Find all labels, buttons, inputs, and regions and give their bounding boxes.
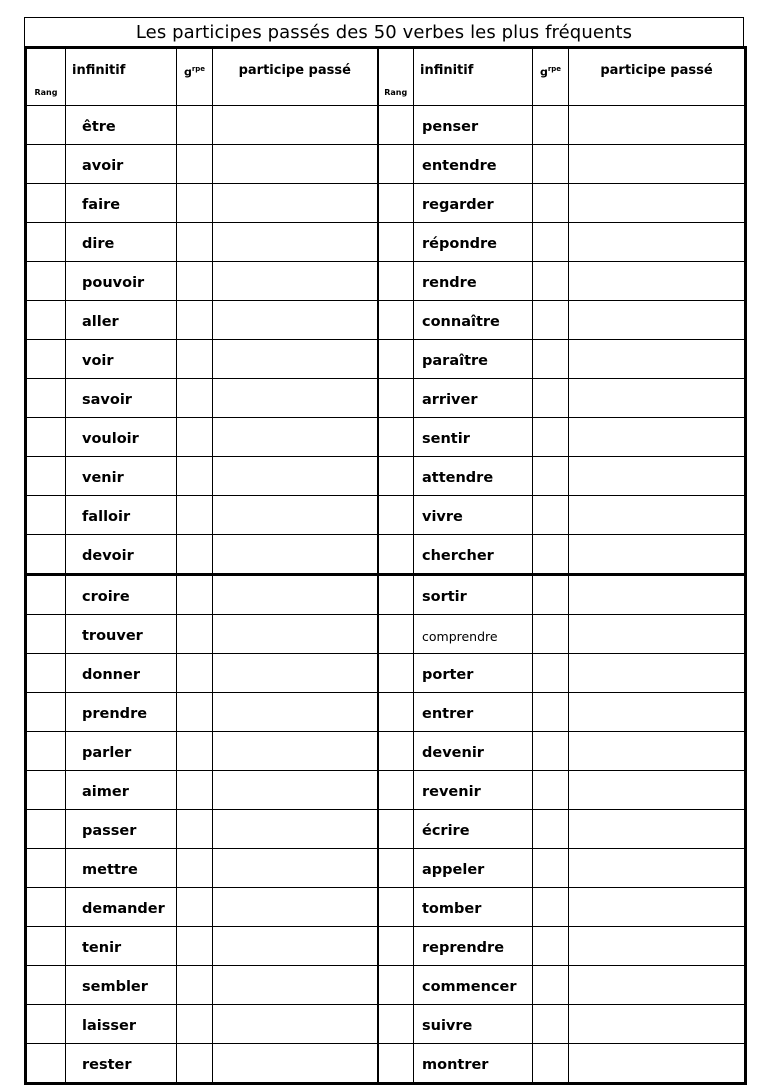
rang-cell-right[interactable] [378,106,414,145]
rang-cell-right[interactable] [378,654,414,693]
table-row [26,732,746,771]
participe-cell-right[interactable] [569,457,746,496]
rang-cell-left[interactable] [26,693,66,732]
infinitif-cell-left: tenir [66,927,177,966]
infinitif-cell-right: répondre [414,223,533,262]
groupe-cell-right[interactable] [533,535,569,575]
participe-cell-right[interactable] [569,810,746,849]
rang-cell-right[interactable] [378,927,414,966]
infinitif-cell-left: prendre [66,693,177,732]
infinitif-cell-left: parler [66,732,177,771]
rang-cell-left[interactable] [26,771,66,810]
infinitif-cell-right: reprendre [414,927,533,966]
participe-cell-left[interactable] [213,340,378,379]
groupe-cell-left[interactable] [177,966,213,1005]
table-row [26,184,746,223]
groupe-cell-left[interactable] [177,849,213,888]
rang-cell-left[interactable] [26,654,66,693]
participe-cell-left[interactable] [213,418,378,457]
participe-cell-left[interactable] [213,575,378,615]
groupe-cell-right[interactable] [533,340,569,379]
groupe-cell-left[interactable] [177,810,213,849]
participe-cell-right[interactable] [569,223,746,262]
infinitif-cell-left: trouver [66,615,177,654]
infinitif-cell-left: sembler [66,966,177,1005]
rang-cell-left[interactable] [26,262,66,301]
infinitif-cell-right: vivre [414,496,533,535]
table-row [26,262,746,301]
rang-cell-right[interactable] [378,340,414,379]
rang-cell-right[interactable] [378,496,414,535]
infinitif-cell-right: chercher [414,535,533,575]
rang-cell-left[interactable] [26,966,66,1005]
participe-cell-right[interactable] [569,693,746,732]
table-row [26,888,746,927]
header-groupe-left [177,48,213,106]
table-row [26,379,746,418]
infinitif-cell-left: falloir [66,496,177,535]
groupe-cell-right[interactable] [533,771,569,810]
rang-cell-left[interactable] [26,496,66,535]
groupe-cell-left[interactable] [177,1044,213,1084]
header-row [26,48,746,106]
participe-cell-left[interactable] [213,771,378,810]
infinitif-cell-left: devoir [66,535,177,575]
participe-cell-left[interactable] [213,457,378,496]
groupe-cell-left[interactable] [177,379,213,418]
infinitif-cell-right: sentir [414,418,533,457]
rang-cell-right[interactable] [378,145,414,184]
table-row [26,1044,746,1084]
rang-cell-left[interactable] [26,849,66,888]
infinitif-cell-right: penser [414,106,533,145]
table-row [26,575,746,615]
rang-cell-right[interactable] [378,262,414,301]
header-infinitif-left: infinitif [66,48,177,106]
rang-cell-right[interactable] [378,1005,414,1044]
groupe-cell-right[interactable] [533,106,569,145]
infinitif-cell-left: rester [66,1044,177,1084]
participe-cell-left[interactable] [213,106,378,145]
rang-cell-right[interactable] [378,223,414,262]
table-row [26,693,746,732]
rang-cell-left[interactable] [26,418,66,457]
participe-cell-right[interactable] [569,379,746,418]
infinitif-cell-left: avoir [66,145,177,184]
rang-cell-right[interactable] [378,849,414,888]
groupe-cell-right[interactable] [533,615,569,654]
table-row [26,810,746,849]
infinitif-cell-left: donner [66,654,177,693]
table-row [26,340,746,379]
header-groupe-base: g [183,65,192,79]
participe-cell-left[interactable] [213,145,378,184]
groupe-cell-right[interactable] [533,262,569,301]
groupe-cell-right[interactable] [533,301,569,340]
infinitif-cell-right: appeler [414,849,533,888]
groupe-cell-right[interactable] [533,849,569,888]
groupe-cell-left[interactable] [177,1005,213,1044]
participe-cell-right[interactable] [569,732,746,771]
groupe-cell-left[interactable] [177,888,213,927]
rang-cell-left[interactable] [26,184,66,223]
rang-cell-left[interactable] [26,1044,66,1084]
groupe-cell-right[interactable] [533,145,569,184]
infinitif-cell-left: savoir [66,379,177,418]
participe-cell-left[interactable] [213,223,378,262]
participe-cell-right[interactable] [569,615,746,654]
participe-cell-right[interactable] [569,301,746,340]
rang-cell-right[interactable] [378,535,414,575]
table-row [26,418,746,457]
groupe-cell-left[interactable] [177,106,213,145]
groupe-cell-left[interactable] [177,927,213,966]
groupe-cell-left[interactable] [177,575,213,615]
groupe-cell-left[interactable] [177,457,213,496]
infinitif-cell-right: commencer [414,966,533,1005]
table-row [26,301,746,340]
infinitif-cell-right: écrire [414,810,533,849]
groupe-cell-left[interactable] [177,496,213,535]
rang-cell-left[interactable] [26,615,66,654]
table-row [26,654,746,693]
header-groupe-base: g [539,65,548,79]
participe-cell-left[interactable] [213,966,378,1005]
rang-cell-right[interactable] [378,966,414,1005]
participe-cell-left[interactable] [213,184,378,223]
table-row [26,496,746,535]
worksheet-title: Les participes passés des 50 verbes les plus fréquents [24,17,744,46]
rang-cell-left[interactable] [26,301,66,340]
infinitif-cell-left: croire [66,575,177,615]
infinitif-cell-right: tomber [414,888,533,927]
header-participe-right: participe passé [569,48,746,106]
infinitif-cell-left: laisser [66,1005,177,1044]
rang-cell-left[interactable] [26,888,66,927]
participe-cell-left[interactable] [213,693,378,732]
infinitif-cell-right: entrer [414,693,533,732]
groupe-cell-right[interactable] [533,184,569,223]
rang-cell-right[interactable] [378,379,414,418]
participe-cell-right[interactable] [569,145,746,184]
groupe-cell-right[interactable] [533,223,569,262]
groupe-cell-left[interactable] [177,615,213,654]
table-row [26,966,746,1005]
rang-cell-right[interactable] [378,301,414,340]
groupe-cell-right[interactable] [533,1005,569,1044]
groupe-cell-left[interactable] [177,693,213,732]
participe-cell-right[interactable] [569,927,746,966]
infinitif-cell-right: connaître [414,301,533,340]
participe-cell-left[interactable] [213,1005,378,1044]
groupe-cell-right[interactable] [533,418,569,457]
rang-cell-left[interactable] [26,340,66,379]
infinitif-cell-left: dire [66,223,177,262]
header-groupe-sup: rpe [191,65,206,73]
groupe-cell-left[interactable] [177,771,213,810]
rang-cell-right[interactable] [378,615,414,654]
participe-cell-right[interactable] [569,535,746,575]
rang-cell-left[interactable] [26,575,66,615]
rang-cell-left[interactable] [26,535,66,575]
groupe-cell-left[interactable] [177,654,213,693]
participe-cell-right[interactable] [569,849,746,888]
participe-cell-left[interactable] [213,262,378,301]
infinitif-cell-left: venir [66,457,177,496]
infinitif-cell-left: aller [66,301,177,340]
rang-cell-left[interactable] [26,145,66,184]
groupe-cell-right[interactable] [533,732,569,771]
rang-cell-right[interactable] [378,810,414,849]
rang-cell-left[interactable] [26,223,66,262]
infinitif-cell-right: comprendre [414,615,533,654]
groupe-cell-right[interactable] [533,654,569,693]
participe-cell-right[interactable] [569,1005,746,1044]
infinitif-cell-right: rendre [414,262,533,301]
groupe-cell-left[interactable] [177,223,213,262]
infinitif-cell-right: paraître [414,340,533,379]
infinitif-cell-right: revenir [414,771,533,810]
rang-cell-left[interactable] [26,927,66,966]
table-row [26,849,746,888]
infinitif-cell-left: demander [66,888,177,927]
header-participe-left: participe passé [213,48,378,106]
groupe-cell-left[interactable] [177,184,213,223]
participe-cell-right[interactable] [569,262,746,301]
groupe-cell-left[interactable] [177,301,213,340]
infinitif-cell-left: faire [66,184,177,223]
rang-cell-right[interactable] [378,418,414,457]
participe-cell-right[interactable] [569,340,746,379]
rang-cell-right[interactable] [378,184,414,223]
rang-cell-left[interactable] [26,379,66,418]
infinitif-cell-right: arriver [414,379,533,418]
header-groupe-right [533,48,569,106]
header-rang-left: Rang [26,48,66,106]
header-rang-right: Rang [378,48,414,106]
groupe-cell-right[interactable] [533,575,569,615]
infinitif-cell-left: mettre [66,849,177,888]
table-row [26,106,746,145]
groupe-cell-left[interactable] [177,732,213,771]
table-row [26,927,746,966]
groupe-cell-right[interactable] [533,1044,569,1084]
infinitif-cell-right: entendre [414,145,533,184]
participe-cell-right[interactable] [569,106,746,145]
participe-cell-left[interactable] [213,496,378,535]
participe-cell-left[interactable] [213,732,378,771]
infinitif-cell-right: devenir [414,732,533,771]
infinitif-cell-right: sortir [414,575,533,615]
infinitif-cell-left: pouvoir [66,262,177,301]
rang-cell-left[interactable] [26,457,66,496]
table-row [26,1005,746,1044]
groupe-cell-right[interactable] [533,496,569,535]
participe-cell-left[interactable] [213,535,378,575]
groupe-cell-left[interactable] [177,535,213,575]
rang-cell-left[interactable] [26,810,66,849]
participe-cell-left[interactable] [213,1044,378,1084]
groupe-cell-left[interactable] [177,262,213,301]
participe-cell-right[interactable] [569,1044,746,1084]
groupe-cell-right[interactable] [533,888,569,927]
infinitif-cell-right: porter [414,654,533,693]
table-row [26,771,746,810]
groupe-cell-left[interactable] [177,418,213,457]
infinitif-cell-right: montrer [414,1044,533,1084]
rang-cell-right[interactable] [378,693,414,732]
infinitif-cell-left: aimer [66,771,177,810]
participe-cell-left[interactable] [213,927,378,966]
infinitif-cell-left: être [66,106,177,145]
infinitif-cell-left: voir [66,340,177,379]
table-row [26,457,746,496]
participe-cell-left[interactable] [213,379,378,418]
infinitif-cell-left: vouloir [66,418,177,457]
participe-cell-right[interactable] [569,888,746,927]
participe-cell-left[interactable] [213,888,378,927]
groupe-cell-right[interactable] [533,927,569,966]
table-row [26,223,746,262]
participe-cell-right[interactable] [569,966,746,1005]
verbs-body [26,106,746,1084]
participe-cell-right[interactable] [569,771,746,810]
table-row [26,145,746,184]
rang-cell-right[interactable] [378,732,414,771]
rang-cell-left[interactable] [26,106,66,145]
infinitif-cell-right: suivre [414,1005,533,1044]
participe-cell-left[interactable] [213,301,378,340]
table-row [26,535,746,575]
groupe-cell-left[interactable] [177,145,213,184]
rang-cell-left[interactable] [26,1005,66,1044]
participe-cell-right[interactable] [569,496,746,535]
header-infinitif-right: infinitif [414,48,533,106]
infinitif-cell-right: attendre [414,457,533,496]
participe-cell-left[interactable] [213,654,378,693]
table-row [26,615,746,654]
groupe-cell-left[interactable] [177,340,213,379]
groupe-cell-right[interactable] [533,810,569,849]
rang-cell-right[interactable] [378,771,414,810]
participe-cell-left[interactable] [213,810,378,849]
rang-cell-right[interactable] [378,575,414,615]
infinitif-cell-right: regarder [414,184,533,223]
rang-cell-left[interactable] [26,732,66,771]
participe-cell-right[interactable] [569,184,746,223]
groupe-cell-right[interactable] [533,693,569,732]
groupe-cell-right[interactable] [533,379,569,418]
header-groupe-sup: rpe [547,65,562,73]
rang-cell-right[interactable] [378,888,414,927]
participe-cell-right[interactable] [569,418,746,457]
participe-cell-right[interactable] [569,654,746,693]
groupe-cell-right[interactable] [533,457,569,496]
participe-cell-right[interactable] [569,575,746,615]
participe-cell-left[interactable] [213,615,378,654]
groupe-cell-right[interactable] [533,966,569,1005]
rang-cell-right[interactable] [378,457,414,496]
rang-cell-right[interactable] [378,1044,414,1084]
verbs-table [24,46,747,1085]
infinitif-cell-left: passer [66,810,177,849]
participe-cell-left[interactable] [213,849,378,888]
